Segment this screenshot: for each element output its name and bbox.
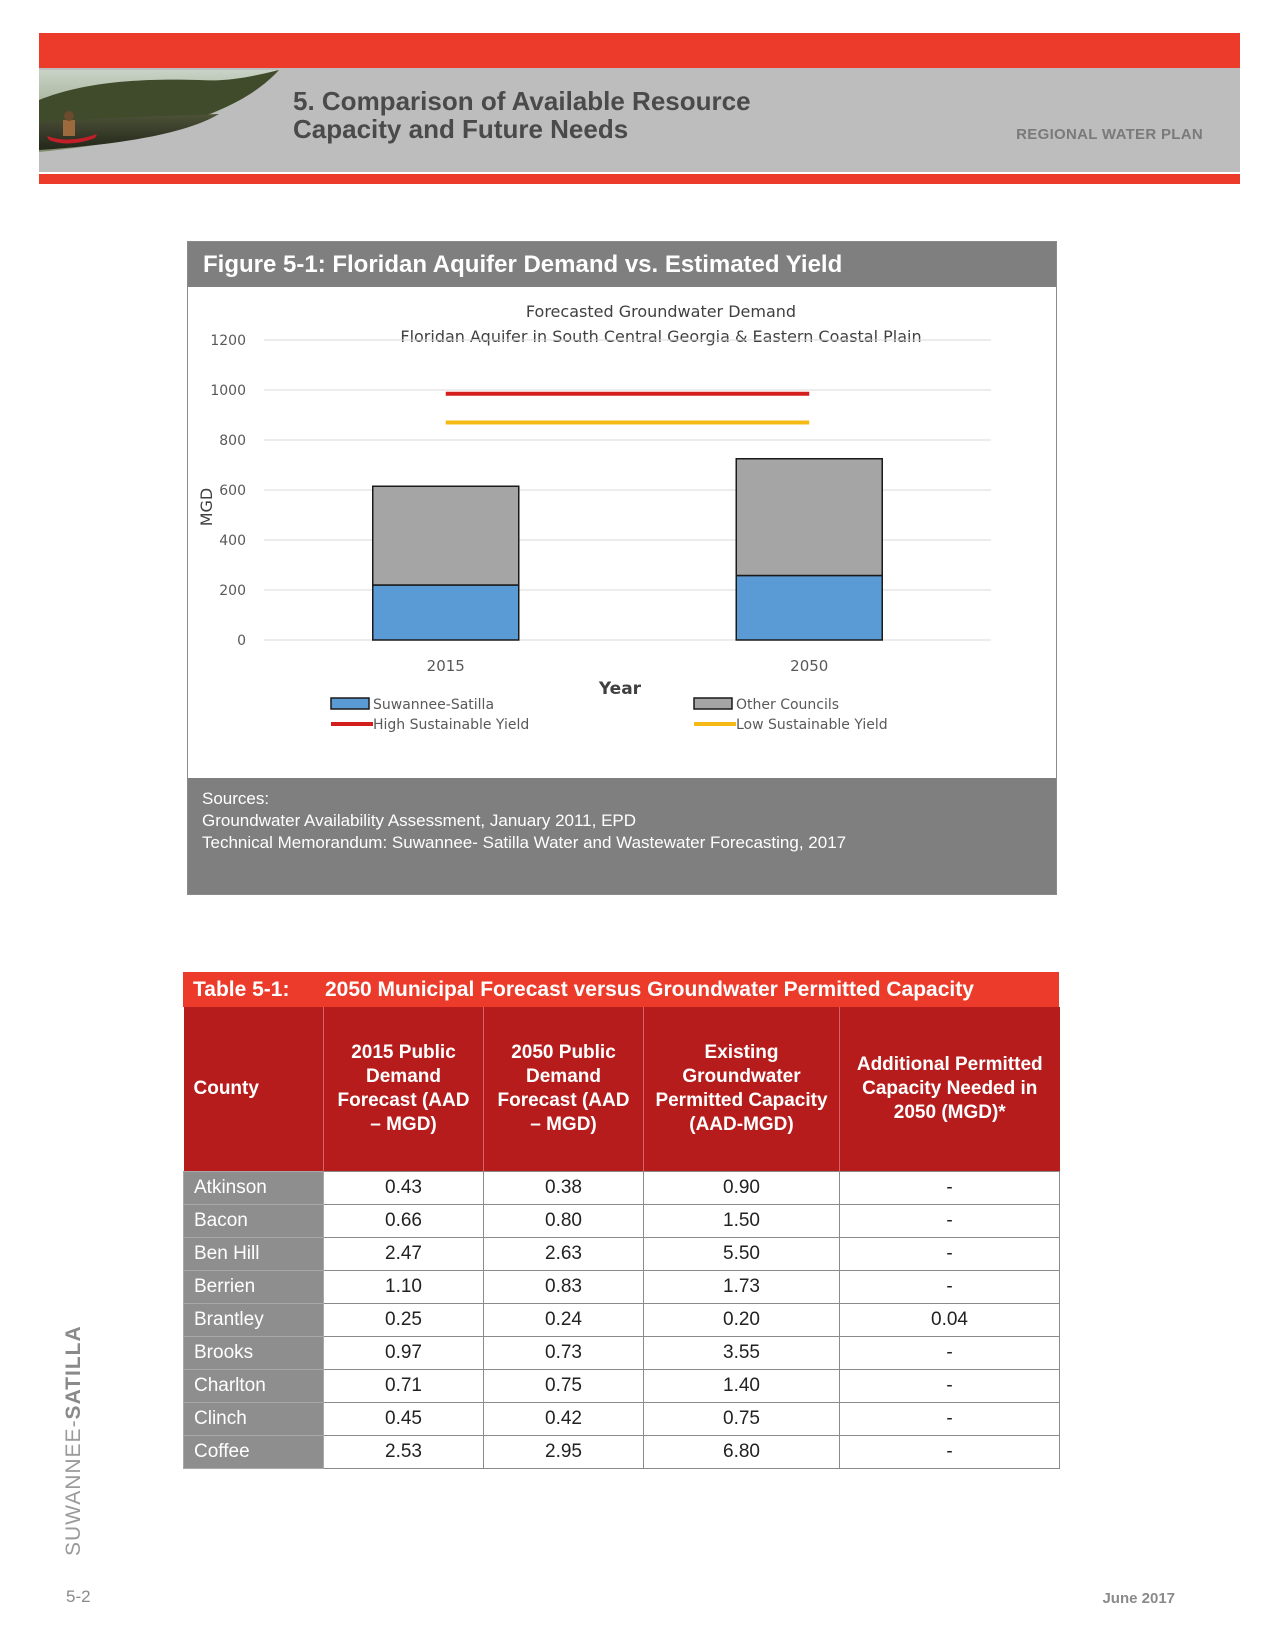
- table-row: [184, 1370, 1060, 1403]
- county-cell: Atkinson: [184, 1172, 324, 1205]
- table-row: [184, 1436, 1060, 1469]
- county-cell: Brantley: [184, 1304, 324, 1337]
- chart-legend: [331, 697, 888, 733]
- y-tick-label: 0: [237, 633, 246, 649]
- demand-2050-cell: 0.38: [484, 1172, 644, 1205]
- source-line: Groundwater Availability Assessment, January 2011, EPD: [202, 811, 637, 830]
- county-cell: Bacon: [184, 1205, 324, 1238]
- table-row: [184, 1238, 1060, 1271]
- demand-2015-cell: 2.53: [324, 1436, 484, 1469]
- table-row: [184, 1205, 1060, 1238]
- table-title-text: 2050 Municipal Forecast versus Groundwater Permitted Capacity: [325, 978, 974, 1001]
- permitted-capacity-cell: 1.73: [644, 1271, 840, 1304]
- header-red-stripe: [39, 174, 1240, 184]
- demand-2050-cell: 0.73: [484, 1337, 644, 1370]
- additional-capacity-cell: -: [840, 1238, 1060, 1271]
- additional-capacity-cell: -: [840, 1370, 1060, 1403]
- column-header-2050-demand: 2050 Public Demand Forecast (AAD – MGD): [484, 1007, 644, 1172]
- y-tick-label: 200: [219, 583, 246, 599]
- demand-2015-cell: 0.45: [324, 1403, 484, 1436]
- permitted-capacity-cell: 0.20: [644, 1304, 840, 1337]
- demand-2015-cell: 2.47: [324, 1238, 484, 1271]
- demand-2050-cell: 2.63: [484, 1238, 644, 1271]
- y-tick-label: 600: [219, 483, 246, 499]
- legend-label-high-sustainable-yield: High Sustainable Yield: [373, 717, 530, 733]
- additional-capacity-cell: -: [840, 1403, 1060, 1436]
- permitted-capacity-cell: 1.50: [644, 1205, 840, 1238]
- plan-label: REGIONAL WATER PLAN: [1016, 126, 1203, 143]
- x-tick-label: 2015: [426, 657, 465, 675]
- demand-2050-cell: 0.24: [484, 1304, 644, 1337]
- table-row: [184, 1304, 1060, 1337]
- chart-yield-lines: [446, 394, 810, 423]
- county-cell: Charlton: [184, 1370, 324, 1403]
- column-header-additional-capacity: Additional Permitted Capacity Needed in 2050 (MGD)*: [840, 1007, 1060, 1172]
- column-header-permitted-capacity: Existing Groundwater Permitted Capacity (AAD-MGD): [644, 1007, 840, 1172]
- additional-capacity-cell: -: [840, 1205, 1060, 1238]
- y-tick-label: 1200: [210, 333, 246, 349]
- legend-swatch-other-councils: [694, 698, 732, 709]
- legend-label-suwannee-satilla: Suwannee-Satilla: [373, 697, 495, 713]
- demand-2015-cell: 1.10: [324, 1271, 484, 1304]
- permitted-capacity-cell: 0.75: [644, 1403, 840, 1436]
- table-row: [184, 1172, 1060, 1205]
- x-tick-label: 2050: [790, 657, 829, 675]
- county-cell: Clinch: [184, 1403, 324, 1436]
- chapter-title-line-2: Capacity and Future Needs: [293, 114, 629, 144]
- permitted-capacity-cell: 6.80: [644, 1436, 840, 1469]
- demand-2050-cell: 0.42: [484, 1403, 644, 1436]
- chart-x-axis-label: Year: [598, 679, 642, 699]
- source-line: Technical Memorandum: Suwannee- Satilla Water and Wastewater Forecasting, 2017: [202, 833, 847, 852]
- county-cell: Ben Hill: [184, 1238, 324, 1271]
- table-row: [184, 1271, 1060, 1304]
- bar-suwannee-satilla: [736, 576, 882, 641]
- permitted-capacity-cell: 3.55: [644, 1337, 840, 1370]
- table-number: Table 5-1:: [193, 978, 290, 1001]
- demand-2015-cell: 0.25: [324, 1304, 484, 1337]
- table-row: [184, 1337, 1060, 1370]
- side-label-bold: SATILLA: [62, 1325, 85, 1420]
- demand-2050-cell: 0.75: [484, 1370, 644, 1403]
- chart-title: Forecasted Groundwater Demand: [525, 302, 797, 321]
- table-title: [183, 972, 1059, 1007]
- forecast-table: [183, 1007, 1060, 1469]
- chart-x-ticks: [427, 657, 829, 675]
- region-side-label: [62, 1325, 86, 1556]
- header-canoe-photo: [39, 70, 279, 152]
- permitted-capacity-cell: 5.50: [644, 1238, 840, 1271]
- demand-2015-cell: 0.71: [324, 1370, 484, 1403]
- chart-y-axis-label: MGD: [197, 487, 216, 527]
- chart-bars: [373, 459, 883, 640]
- bar-suwannee-satilla: [373, 585, 519, 640]
- permitted-capacity-cell: 0.90: [644, 1172, 840, 1205]
- demand-2015-cell: 0.43: [324, 1172, 484, 1205]
- demand-2050-cell: 2.95: [484, 1436, 644, 1469]
- chapter-title-line-1: 5. Comparison of Available Resource: [293, 86, 751, 116]
- bar-other-councils: [373, 486, 519, 585]
- legend-label-low-sustainable-yield: Low Sustainable Yield: [736, 717, 888, 733]
- permitted-capacity-cell: 1.40: [644, 1370, 840, 1403]
- y-tick-label: 800: [219, 433, 246, 449]
- column-header-2015-demand: 2015 Public Demand Forecast (AAD – MGD): [324, 1007, 484, 1172]
- sources-heading: Sources:: [202, 789, 270, 808]
- figure-sources: [188, 778, 1056, 894]
- legend-label-other-councils: Other Councils: [736, 697, 840, 713]
- y-tick-label: 400: [219, 533, 246, 549]
- bar-other-councils: [736, 459, 882, 576]
- table-row: [184, 1403, 1060, 1436]
- demand-2050-cell: 0.80: [484, 1205, 644, 1238]
- demand-2015-cell: 0.97: [324, 1337, 484, 1370]
- chapter-title: [293, 87, 751, 143]
- side-label-light: SUWANNEE-: [62, 1419, 85, 1556]
- chart-subtitle: Floridan Aquifer in South Central Georgia & Eastern Coastal Plain: [400, 327, 922, 346]
- county-cell: Brooks: [184, 1337, 324, 1370]
- demand-2050-cell: 0.83: [484, 1271, 644, 1304]
- additional-capacity-cell: -: [840, 1172, 1060, 1205]
- additional-capacity-cell: -: [840, 1337, 1060, 1370]
- y-tick-label: 1000: [210, 383, 246, 399]
- figure-5-1: [187, 241, 1057, 895]
- county-cell: Coffee: [184, 1436, 324, 1469]
- table-header-row: [184, 1007, 1060, 1172]
- additional-capacity-cell: 0.04: [840, 1304, 1060, 1337]
- legend-swatch-suwannee-satilla: [331, 698, 369, 709]
- column-header-county: County: [184, 1007, 324, 1172]
- page-date: June 2017: [1102, 1590, 1175, 1607]
- additional-capacity-cell: -: [840, 1271, 1060, 1304]
- figure-title: Figure 5-1: Floridan Aquifer Demand vs. Estimated Yield: [188, 242, 1056, 287]
- additional-capacity-cell: -: [840, 1436, 1060, 1469]
- page-number: 5-2: [66, 1587, 91, 1606]
- header-red-band: [39, 33, 1240, 68]
- county-cell: Berrien: [184, 1271, 324, 1304]
- table-5-1: [183, 972, 1059, 1469]
- demand-chart: [188, 287, 1056, 778]
- demand-2015-cell: 0.66: [324, 1205, 484, 1238]
